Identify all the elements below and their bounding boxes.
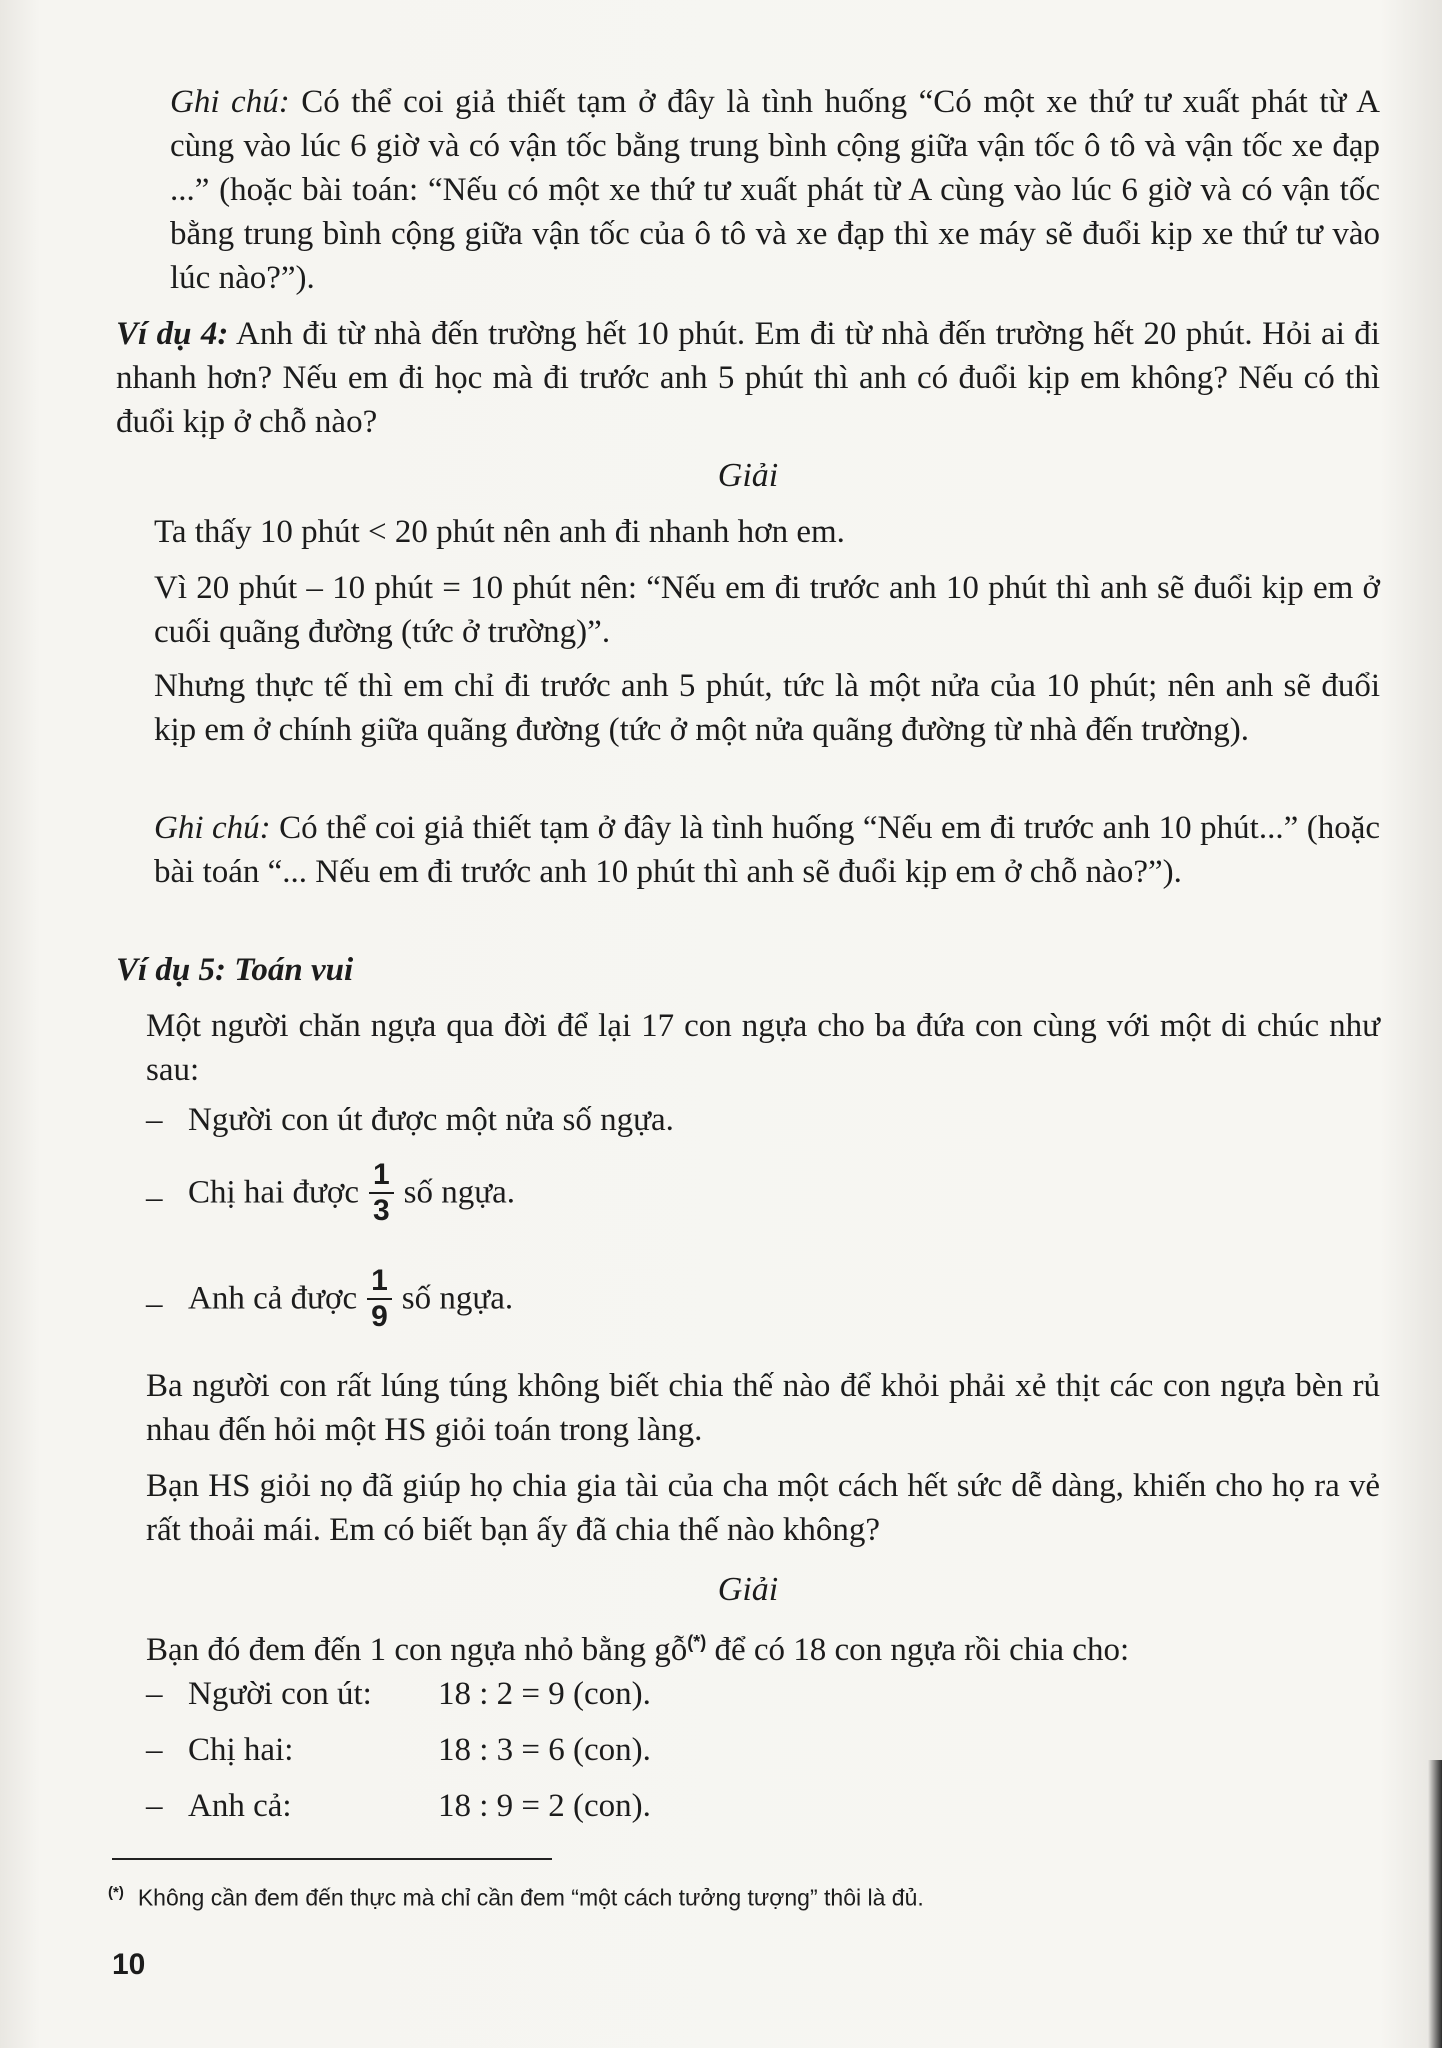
example-4-label: Ví dụ 4: xyxy=(116,316,229,352)
example-4-note xyxy=(154,806,1380,894)
bullet-dash-1: – xyxy=(146,1102,163,1138)
row-dash-2: – xyxy=(146,1732,163,1768)
footnote-rule xyxy=(112,1858,552,1860)
example-5-paragraph-1: Ba người con rất lúng túng không biết chia thế nào để khỏi phải xẻ thịt các con ngựa bèn rủ nhau đến hỏi một HS giỏi toán trong làng. xyxy=(146,1368,1380,1448)
row-2-calc: 18 : 3 = 6 (con). xyxy=(438,1732,651,1768)
fraction-one-third: $\frac{1}{3}$ xyxy=(369,1158,394,1228)
example-4-problem xyxy=(116,312,1380,444)
footnote-text: Không cần đem đến thực mà chỉ cần đem “một cách tưởng tượng” thôi là đủ. xyxy=(137,1884,924,1911)
example-4-text: Anh đi từ nhà đến trường hết 10 phút. Em đi từ nhà đến trường hết 20 phút. Hỏi ai đi nhanh hơn? Nếu em đi học mà đi trước anh 5 phút thì anh có đuổi kịp em không? Nếu có thì đuổi kịp ở chỗ nào? xyxy=(116,316,1380,440)
example-4-solution-3: Nhưng thực tế thì em chỉ đi trước anh 5 phút, tức là một nửa của 10 phút; nên anh sẽ đuổi kịp em ở chính giữa quãng đường (tức ở một nửa quãng đường từ nhà đến trường). xyxy=(154,668,1380,748)
row-dash-1: – xyxy=(146,1676,163,1712)
bullet-2 xyxy=(188,1158,515,1228)
example-5-solution-heading: Giải xyxy=(717,1571,779,1608)
page-edge-shadow xyxy=(1428,1760,1442,2048)
note-1-label: Ghi chú: xyxy=(170,84,290,120)
bullet-dash-3: – xyxy=(146,1286,163,1322)
row-3-calc: 18 : 9 = 2 (con). xyxy=(438,1788,651,1824)
row-3-who: Anh cả: xyxy=(188,1788,292,1824)
note-1 xyxy=(170,80,1380,300)
footnote-mark: (*) xyxy=(108,1884,124,1901)
bullet-2-pre: Chị hai được xyxy=(188,1174,359,1211)
bullet-3-post: số ngựa. xyxy=(401,1280,514,1317)
bullet-dash-2: – xyxy=(146,1180,163,1216)
bullet-3-pre: Anh cả được xyxy=(188,1280,358,1317)
example-5-solution-intro: Bạn đó đem đến 1 con ngựa nhỏ bằng gỗ(*) để có 18 con ngựa rồi chia cho: xyxy=(146,1632,1130,1668)
page-number: 10 xyxy=(112,1948,146,1981)
bullet-1: Người con út được một nửa số ngựa. xyxy=(188,1102,674,1138)
row-2-who: Chị hai: xyxy=(188,1732,294,1768)
row-1-who: Người con út: xyxy=(188,1676,372,1712)
bullet-3 xyxy=(188,1264,513,1334)
row-1-calc: 18 : 2 = 9 (con). xyxy=(438,1676,651,1712)
example-5-label: Ví dụ 5: Toán vui xyxy=(116,952,354,988)
example-4-note-label: Ghi chú: xyxy=(154,810,271,846)
fraction-one-ninth: $\frac{1}{9}$ xyxy=(367,1264,392,1334)
example-4-solution-heading: Giải xyxy=(717,457,779,494)
bullet-2-post: số ngựa. xyxy=(403,1174,516,1211)
note-1-text: Có thể coi giả thiết tạm ở đây là tình huống “Có một xe thứ tư xuất phát từ A cùng vào lúc 6 giờ và có vận tốc bằng trung bình cộng giữa vận tốc ô tô và vận tốc xe đạp ...” (hoặc bài toán: “Nếu có một xe thứ tư xuất phát từ A cùng vào lúc 6 giờ và có vận tốc bằng trung bình cộng giữa vận tốc của ô tô và xe đạp thì xe máy sẽ đuổi kịp xe thứ tư vào lúc nào?”). xyxy=(170,84,1381,296)
row-dash-3: – xyxy=(146,1788,163,1824)
footnote xyxy=(108,1884,924,1912)
example-4-note-text: Có thể coi giả thiết tạm ở đây là tình huống “Nếu em đi trước anh 10 phút...” (hoặc bài toán “... Nếu em đi trước anh 10 phút thì anh sẽ đuổi kịp em ở chỗ nào?”). xyxy=(154,810,1381,890)
example-5-paragraph-2: Bạn HS giỏi nọ đã giúp họ chia gia tài của cha một cách hết sức dễ dàng, khiến cho họ ra vẻ rất thoải mái. Em có biết bạn ấy đã chia thế nào không? xyxy=(146,1468,1380,1548)
example-4-solution-2: Vì 20 phút – 10 phút = 10 phút nên: “Nếu em đi trước anh 10 phút thì anh sẽ đuổi kịp em ở cuối quãng đường (tức ở trường)”. xyxy=(154,570,1380,650)
example-4-solution-1: Ta thấy 10 phút < 20 phút nên anh đi nhanh hơn em. xyxy=(154,514,845,550)
example-5-intro: Một người chăn ngựa qua đời để lại 17 con ngựa cho ba đứa con cùng với một di chúc như sau: xyxy=(146,1008,1380,1088)
